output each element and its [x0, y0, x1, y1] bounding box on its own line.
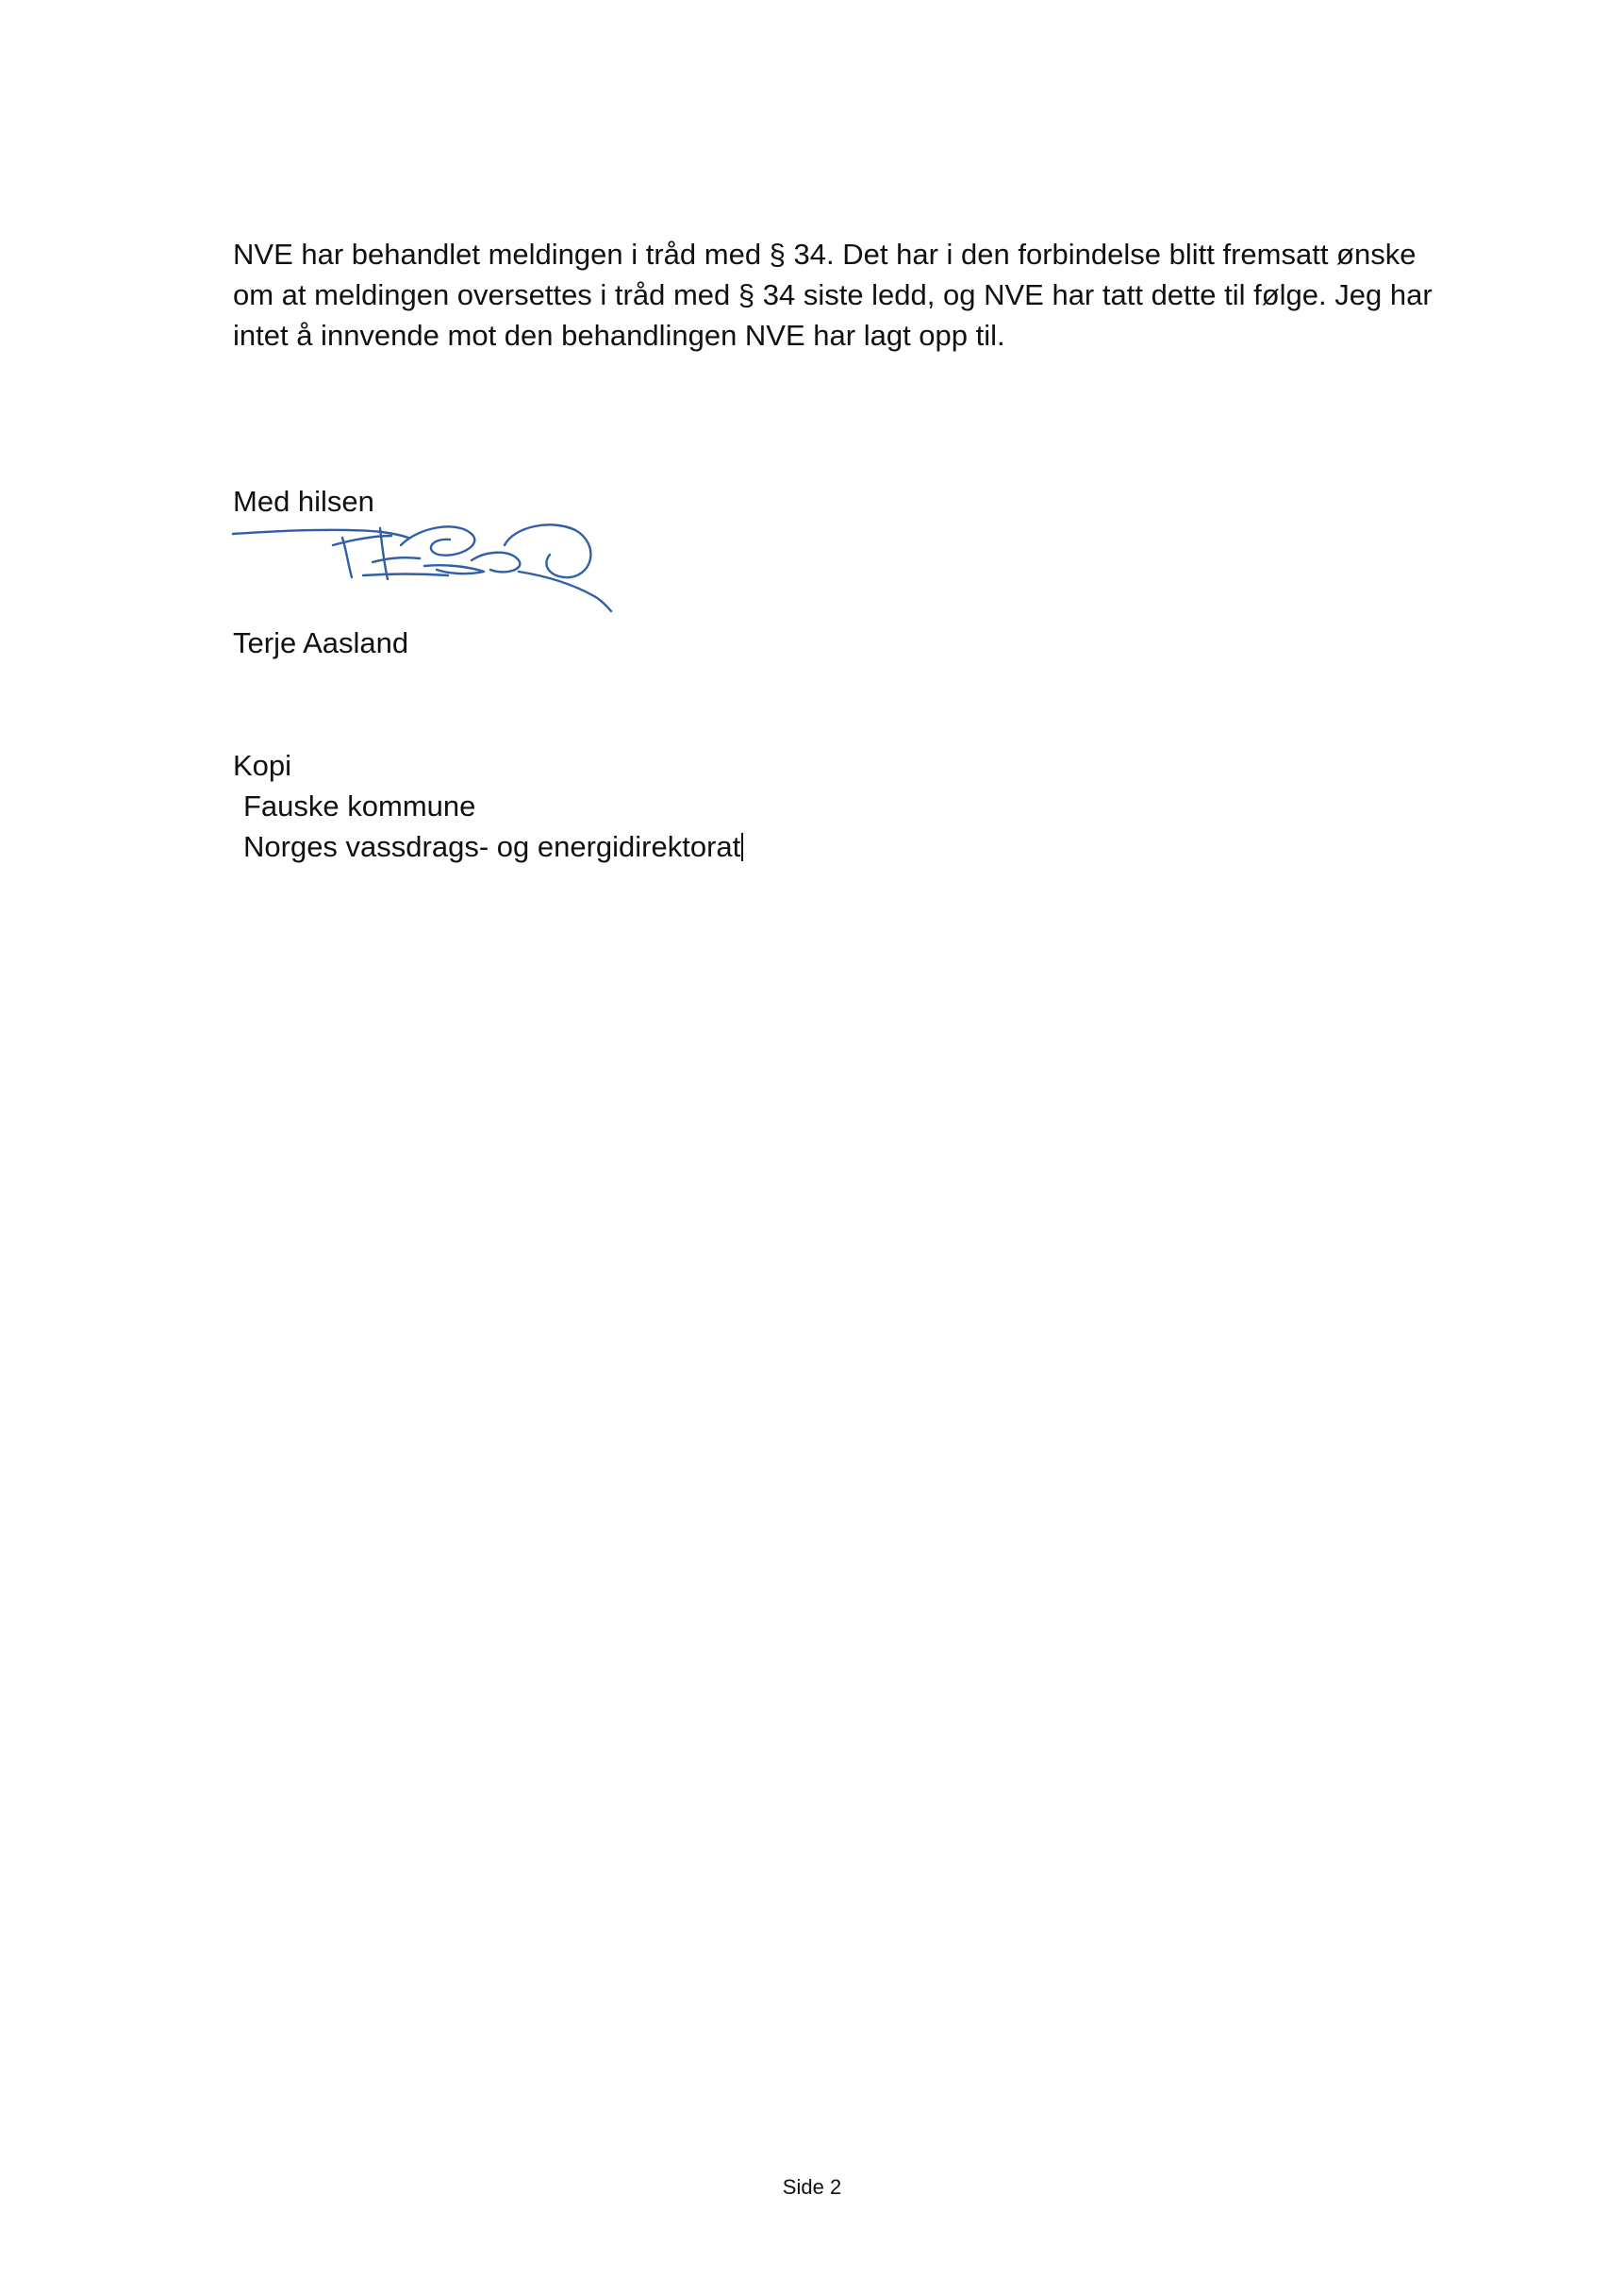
- copy-recipient-name: Norges vassdrags- og energidirektorat: [243, 830, 741, 863]
- handwritten-signature: [231, 517, 613, 621]
- signer-name: Terje Aasland: [233, 626, 409, 659]
- copy-recipient-name: Fauske kommune: [243, 790, 476, 823]
- paragraph-line: om at meldingen oversettes i tråd med § 34 siste ledd, og NVE har tatt dette til følge. Jeg har: [233, 278, 1433, 311]
- closing-salutation: Med hilsen: [233, 485, 374, 518]
- copy-label: Kopi: [233, 749, 292, 782]
- page-number: Side 2: [782, 2175, 842, 2199]
- copy-recipient: [243, 826, 743, 867]
- paragraph-line: NVE har behandlet meldingen i tråd med § 34. Det har i den forbindelse blitt fremsatt ønske: [233, 238, 1417, 271]
- body-paragraph: [233, 234, 1497, 356]
- copy-recipient-list: [243, 786, 743, 867]
- text-cursor: [741, 833, 743, 861]
- paragraph-line: intet å innvende mot den behandlingen NVE har lagt opp til.: [233, 319, 1005, 352]
- copy-recipient: [243, 786, 743, 826]
